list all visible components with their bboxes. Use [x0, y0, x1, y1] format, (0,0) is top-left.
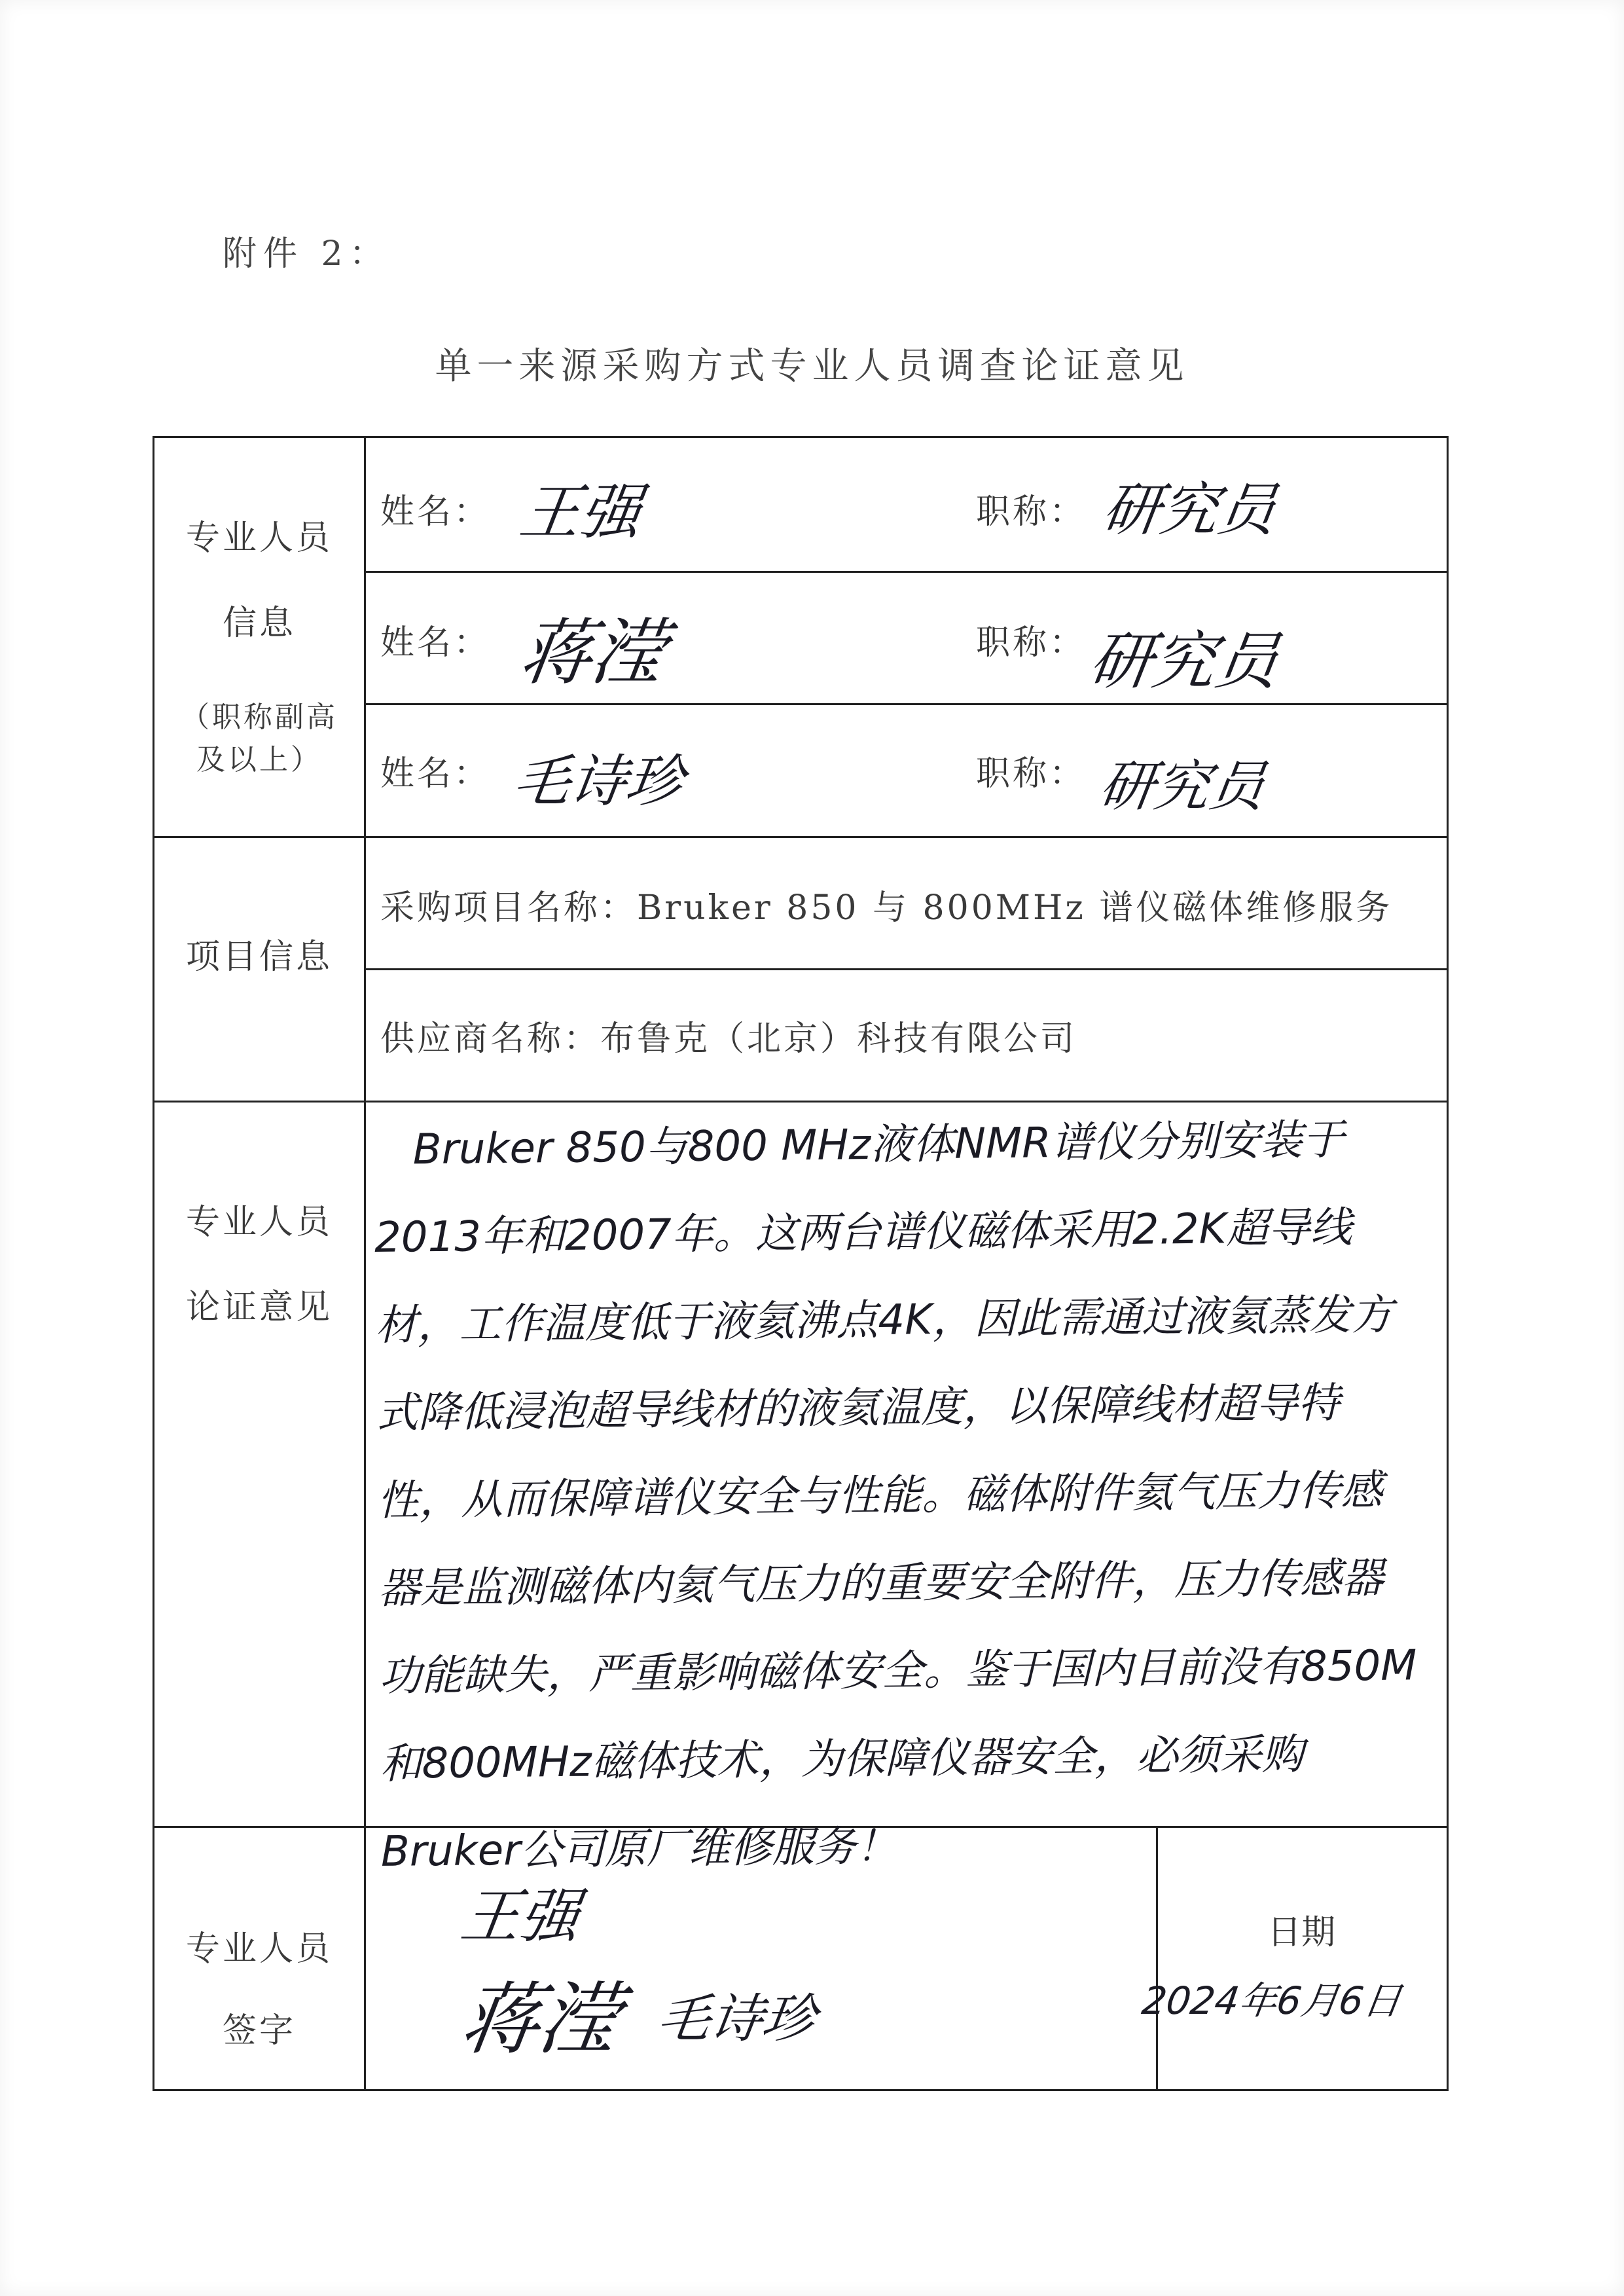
row-divider — [364, 703, 1447, 705]
section-divider — [154, 836, 1447, 838]
supplier-name: 供应商名称：布鲁克（北京）科技有限公司 — [380, 1019, 1077, 1059]
expert-1-title: 研究员 — [1098, 476, 1281, 543]
experts-note-line2: 及以上） — [196, 743, 322, 776]
expert-3-title: 研究员 — [1095, 754, 1269, 818]
project-name: 采购项目名称：Bruker 850 与 800MHz 谱仪磁体维修服务 — [380, 888, 1393, 928]
expert-1-name-label: 姓名： — [380, 492, 491, 532]
signature-3: 毛诗珍 — [653, 1988, 820, 2049]
expert-3-name: 毛诗珍 — [509, 749, 687, 814]
signature-label: 专业人员 — [185, 1929, 333, 1969]
date-value: 2024年6月6日 — [1139, 1978, 1405, 2023]
row-divider — [364, 571, 1447, 573]
expert-2-name: 蒋滢 — [514, 611, 670, 695]
experts-note: （职称副高 — [181, 701, 338, 734]
experts-label: 专业人员 — [185, 519, 333, 558]
row-divider — [364, 968, 1447, 970]
expert-1-title-label: 职称： — [976, 492, 1087, 532]
expert-3-name-label: 姓名： — [380, 754, 491, 793]
expert-2-title: 研究员 — [1085, 625, 1284, 698]
signature-label-line2: 签字 — [222, 2011, 296, 2050]
expert-1-name: 王强 — [515, 477, 646, 547]
date-label: 日期 — [1267, 1913, 1336, 1952]
experts-label-line2: 信息 — [222, 604, 296, 643]
expert-3-title-label: 职称： — [976, 754, 1087, 793]
expert-2-title-label: 职称： — [976, 623, 1087, 663]
signature-1: 王强 — [456, 1882, 585, 1951]
opinion-label: 专业人员 — [185, 1203, 333, 1242]
project-label: 项目信息 — [185, 938, 333, 977]
attachment-label: 附件 2： — [223, 234, 390, 274]
opinion-handwritten-text: Bruker 850与800 MHz液体NMR谱仪分别安装于2013年和2007年。这两台谱仪磁体采用2.2K超导线材，工作温度低于液氦沸点4K，因此需通过液氦蒸发方式降低浸泡超导线材的液氦温度，以保障线材超导特性，从而保障谱仪安全与性能。磁体附件氦气压力传感器是监测磁体内氦气压力的重要安全附件，压力传感器功能缺失，严重影响磁体安全。鉴于国内目前没有850M和800MHz磁体技术，为保障仪器安全，必须采购Bruker公司原厂维修服务！ — [374, 1116, 1417, 1876]
label-column-divider — [364, 438, 366, 2089]
signature-2: 蒋滢 — [454, 1975, 625, 2066]
document-title: 单一来源采购方式专业人员调查论证意见 — [435, 345, 1189, 388]
opinion-label-line2: 论证意见 — [185, 1288, 333, 1327]
expert-2-name-label: 姓名： — [380, 623, 491, 663]
